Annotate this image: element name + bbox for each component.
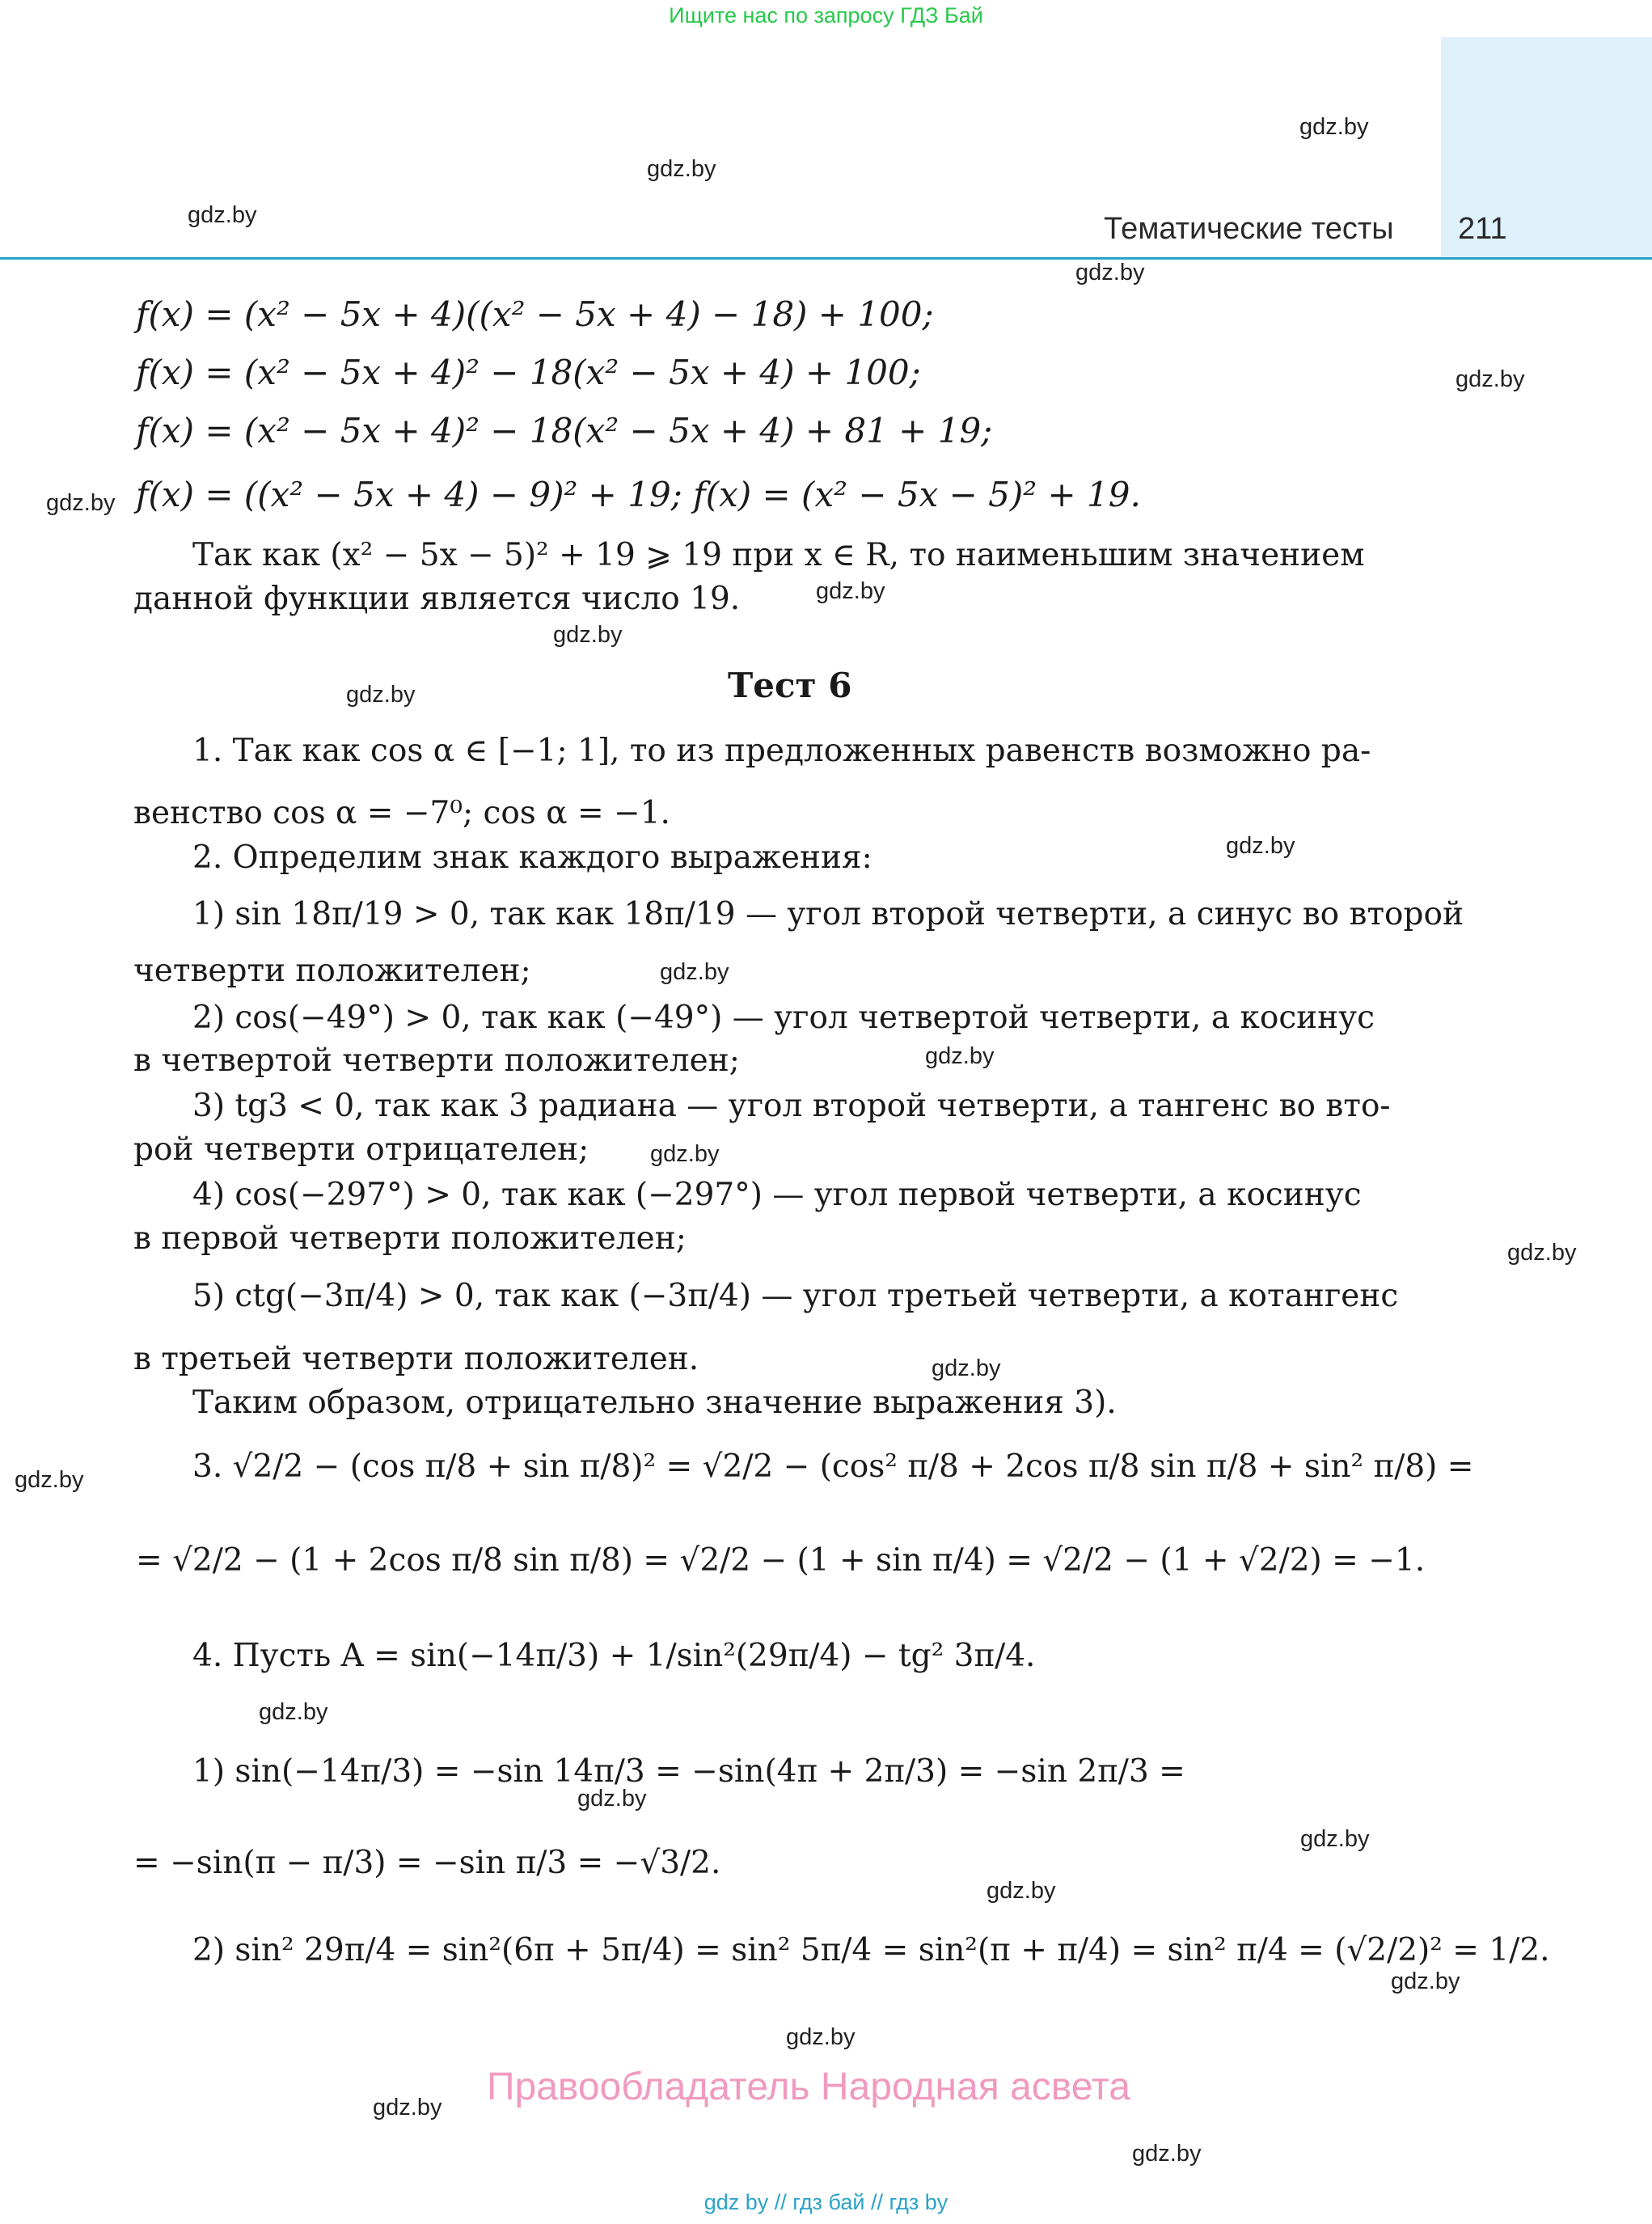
watermark: gdz.by [553, 622, 623, 648]
watermark: gdz.by [1456, 366, 1525, 392]
watermark: gdz.by [373, 2095, 442, 2120]
watermark: gdz.by [1075, 260, 1145, 285]
footer-links: gdz by // гдз бай // гдз by [703, 2190, 949, 2214]
task4-line: = −sin(π − π/3) = −sin π/3 = −√3/2. [133, 1845, 721, 1881]
task2-item: 2) cos(−49°) > 0, так как (−49°) — угол четвертой четверти, а косинус [192, 1000, 1375, 1036]
page-number: 211 [1458, 212, 1507, 246]
task2-item: в третьей четверти положителен. [133, 1341, 699, 1377]
watermark: gdz.by [987, 1878, 1056, 1904]
formula-line: f(x) = (x² − 5x + 4)((x² − 5x + 4) − 18) + 100; [136, 294, 934, 334]
watermark: gdz.by [647, 156, 716, 182]
conclusion-line: Так как (x² − 5x − 5)² + 19 ⩾ 19 при x ∈ R, то наименьшим значением [192, 537, 1365, 573]
watermark: gdz.by [932, 1355, 1001, 1381]
task4-line: 4. Пусть A = sin(−14π/3) + 1/sin²(29π/4) − tg² 3π/4. [192, 1638, 1036, 1674]
task1-line: венство cos α = −7⁰; cos α = −1. [133, 795, 670, 831]
watermark: gdz.by [1507, 1240, 1577, 1266]
watermark: gdz.by [1391, 1968, 1460, 1994]
task1-line: 1. Так как cos α ∈ [−1; 1], то из предложенных равенств возможно ра- [192, 733, 1371, 769]
watermark: gdz.by [816, 578, 885, 604]
task3-line: 3. √2/2 − (cos π/8 + sin π/8)² = √2/2 − (cos² π/8 + 2cos π/8 sin π/8 + sin² π/8) = [192, 1448, 1474, 1485]
formula-line: f(x) = (x² − 5x + 4)² − 18(x² − 5x + 4) + 81 + 19; [136, 411, 993, 450]
watermark: gdz.by [925, 1043, 995, 1069]
watermark: gdz.by [786, 2024, 856, 2050]
watermark: gdz.by [1132, 2141, 1202, 2167]
watermark: gdz.by [1226, 833, 1295, 859]
header-rule [0, 257, 1652, 260]
task2-item: в четвертой четверти положителен; [133, 1042, 740, 1079]
test-title: Тест 6 [728, 666, 852, 705]
task2-item: 5) ctg(−3π/4) > 0, так как (−3π/4) — угол третьей четверти, а котангенс [192, 1278, 1399, 1314]
top-banner: Ищите нас по запросу ГДЗ Бай [669, 3, 983, 27]
section-title: Тематические тесты [1104, 212, 1394, 246]
task2-item: в первой четверти положителен; [133, 1220, 687, 1257]
task2-item: четверти положителен; [133, 953, 531, 989]
watermark: gdz.by [188, 202, 257, 228]
task4-line: 1) sin(−14π/3) = −sin 14π/3 = −sin(4π + 2π/3) = −sin 2π/3 = [192, 1753, 1185, 1790]
task4-line: 2) sin² 29π/4 = sin²(6π + 5π/4) = sin² 5π/4 = sin²(π + π/4) = sin² π/4 = (√2/2)² = 1/2. [192, 1932, 1550, 1968]
watermark: gdz.by [1300, 1826, 1370, 1852]
watermark: gdz.by [346, 682, 416, 708]
rights-holder: Правообладатель Народная асвета [487, 2065, 1130, 2108]
watermark: gdz.by [46, 490, 116, 516]
formula-line: f(x) = ((x² − 5x + 4) − 9)² + 19; f(x) = (x² − 5x − 5)² + 19. [136, 475, 1141, 514]
conclusion-line: данной функции является число 19. [133, 581, 741, 617]
watermark: gdz.by [660, 959, 729, 985]
watermark: gdz.by [650, 1141, 720, 1167]
task2-item: рой четверти отрицателен; [133, 1131, 589, 1168]
watermark: gdz.by [577, 1786, 647, 1812]
task2-item: 3) tg3 < 0, так как 3 радиана — угол второй четверти, а тангенс во вто- [192, 1088, 1391, 1124]
watermark: gdz.by [15, 1467, 84, 1493]
watermark: gdz.by [259, 1699, 328, 1725]
task2-intro: 2. Определим знак каждого выражения: [192, 839, 872, 876]
watermark: gdz.by [1299, 114, 1369, 140]
task2-summary: Таким образом, отрицательно значение выражения 3). [192, 1385, 1117, 1421]
task2-item: 1) sin 18π/19 > 0, так как 18π/19 — угол второй четверти, а синус во второй [192, 896, 1464, 932]
task3-line: = √2/2 − (1 + 2cos π/8 sin π/8) = √2/2 − (1 + sin π/4) = √2/2 − (1 + √2/2) = −1. [136, 1542, 1426, 1579]
task2-item: 4) cos(−297°) > 0, так как (−297°) — угол первой четверти, а косинус [192, 1177, 1362, 1213]
formula-line: f(x) = (x² − 5x + 4)² − 18(x² − 5x + 4) + 100; [136, 353, 921, 392]
